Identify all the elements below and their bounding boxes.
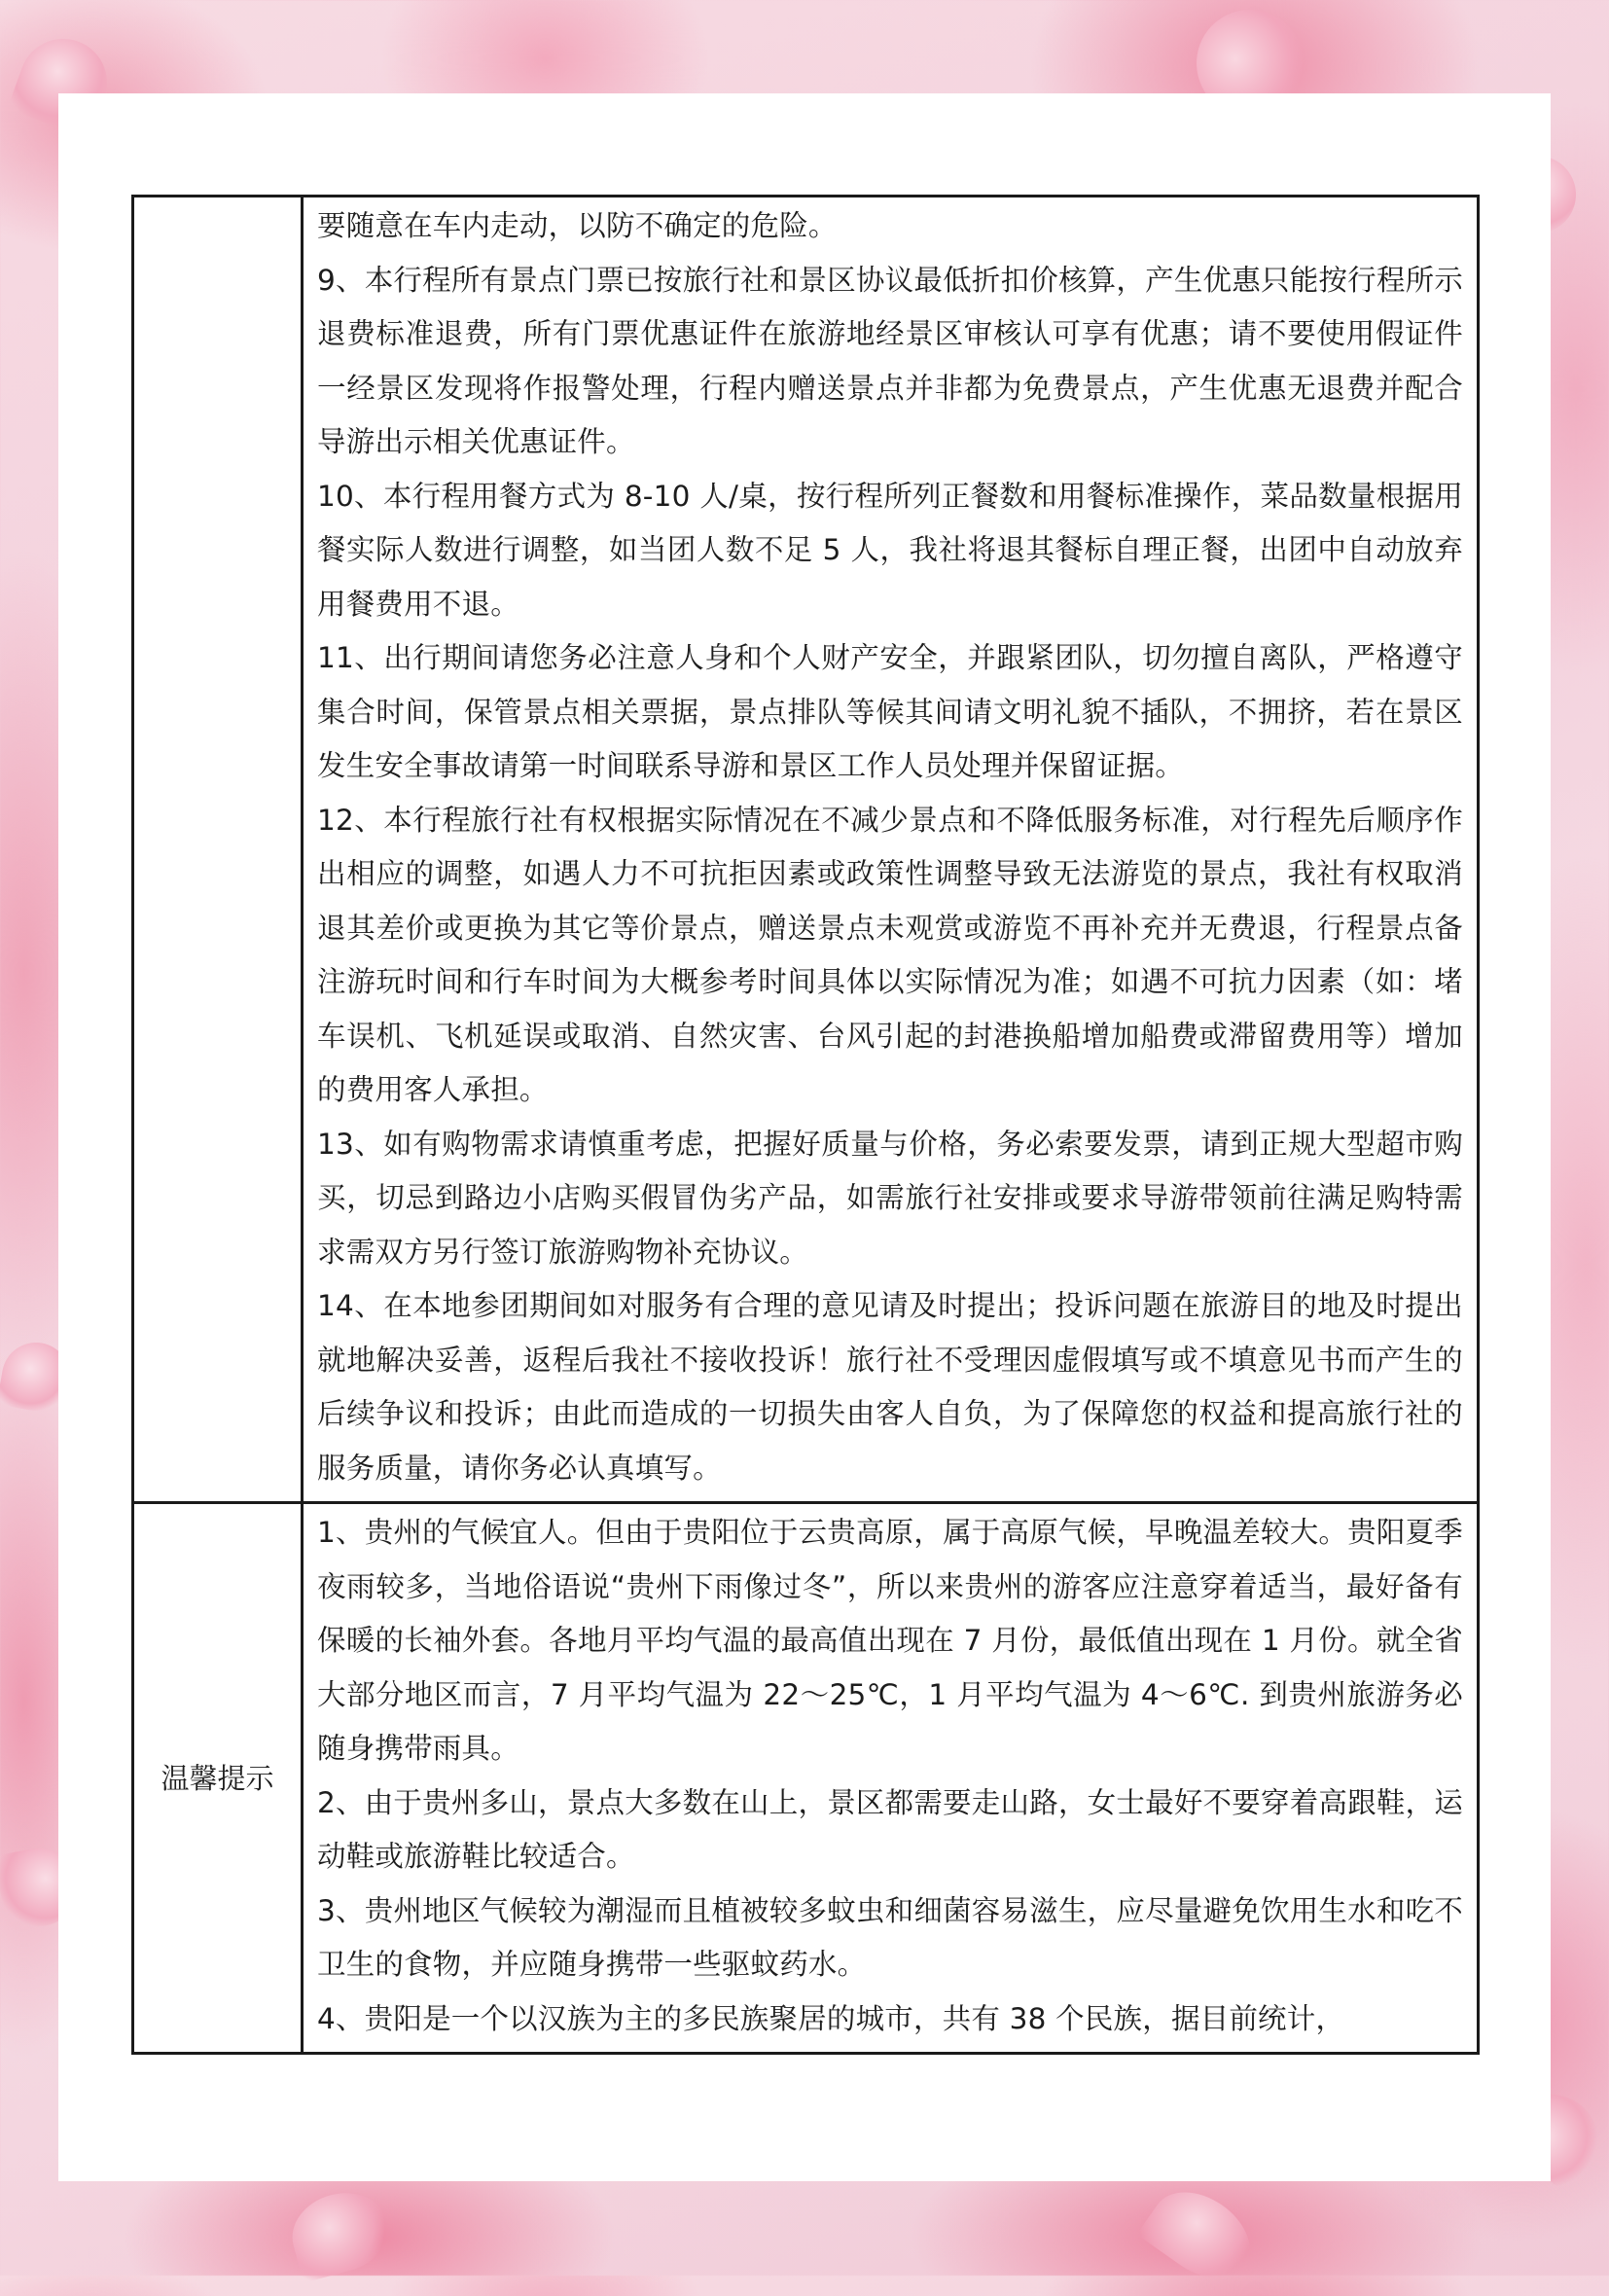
notices-content-cell xyxy=(303,197,1479,1503)
blossom-decoration xyxy=(1136,2174,1266,2296)
notice-paragraph: 10、本行程用餐方式为 8-10 人/桌，按行程所列正餐数和用餐标准操作，菜品数量根据用餐实际人数进行调整，如当团人数不足 5 人，我社将退其餐标自理正餐，出团中自动放弃用餐费用不退。 xyxy=(317,479,1463,621)
tips-row xyxy=(133,1503,1479,2054)
tip-paragraph: 2、由于贵州多山，景点大多数在山上，景区都需要走山路，女士最好不要穿着高跟鞋，运动鞋或旅游鞋比较适合。 xyxy=(317,1785,1463,1873)
notices-row xyxy=(133,197,1479,1503)
blossom-decoration xyxy=(283,2182,397,2282)
notice-paragraph: 9、本行程所有景点门票已按旅行社和景区协议最低折扣价核算，产生优惠只能按行程所示退费标准退费，所有门票优惠证件在旅游地经景区审核认可享有优惠；请不要使用假证件一经景区发现将作报警处理，行程内赠送景点并非都为免费景点，产生优惠无退费并配合导游出示相关优惠证件。 xyxy=(317,263,1463,458)
notice-paragraph: 13、如有购物需求请慎重考虑，把握好质量与价格，务必索要发票，请到正规大型超市购买，切忌到路边小店购买假冒伪劣产品，如需旅行社安排或要求导游带领前往满足购特需求需双方另行签订旅游购物补充协议。 xyxy=(317,1127,1463,1269)
notice-paragraph: 11、出行期间请您务必注意人身和个人财产安全，并跟紧团队，切勿擅自离队，严格遵守集合时间，保管景点相关票据，景点排队等候其间请文明礼貌不插队，不拥挤，若在景区发生安全事故请第一时间联系导游和景区工作人员处理并保留证据。 xyxy=(317,641,1463,782)
itinerary-table xyxy=(131,195,1480,2055)
tip-paragraph: 4、贵阳是一个以汉族为主的多民族聚居的城市，共有 38 个民族，据目前统计， xyxy=(317,2001,1345,2035)
document-page xyxy=(58,93,1551,2181)
tip-paragraph: 1、贵州的气候宜人。但由于贵阳位于云贵高原，属于高原气候，早晚温差较大。贵阳夏季夜雨较多，当地俗语说“贵州下雨像过冬”，所以来贵州的游客应注意穿着适当，最好备有保暖的长袖外套。各地月平均气温的最高值出现在 7 月份，最低值出现在 1 月份。就全省大部分地区而言，7 月平均气温为 22～25℃，1 月平均气温为 4～6℃. 到贵州旅游务必随身携带雨具。 xyxy=(317,1516,1463,1765)
notice-paragraph: 14、在本地参团期间如对服务有合理的意见请及时提出；投诉问题在旅游目的地及时提出就地解决妥善，返程后我社不接收投诉！旅行社不受理因虚假填写或不填意见书而产生的后续争议和投诉；由此而造成的一切损失由客人自负，为了保障您的权益和提高旅行社的服务质量，请你务必认真填写。 xyxy=(317,1289,1463,1485)
tips-label-cell: 温馨提示 xyxy=(133,1503,303,2054)
tip-paragraph: 3、贵州地区气候较为潮湿而且植被较多蚊虫和细菌容易滋生，应尽量避免饮用生水和吃不卫生的食物，并应随身携带一些驱蚊药水。 xyxy=(317,1893,1463,1981)
notice-paragraph: 要随意在车内走动，以防不确定的危险。 xyxy=(317,209,838,242)
notice-paragraph: 12、本行程旅行社有权根据实际情况在不减少景点和不降低服务标准，对行程先后顺序作出相应的调整，如遇人力不可抗拒因素或政策性调整导致无法游览的景点，我社有权取消退其差价或更换为其它等价景点，赠送景点未观赏或游览不再补充并无费退，行程景点备注游玩时间和行车时间为大概参考时间具体以实际情况为准；如遇不可抗力因素（如：堵车误机、飞机延误或取消、自然灾害、台风引起的封港换船增加船费或滞留费用等）增加的费用客人承担。 xyxy=(317,803,1463,1106)
notices-label-cell xyxy=(133,197,303,1503)
tips-content-cell xyxy=(303,1503,1479,2054)
